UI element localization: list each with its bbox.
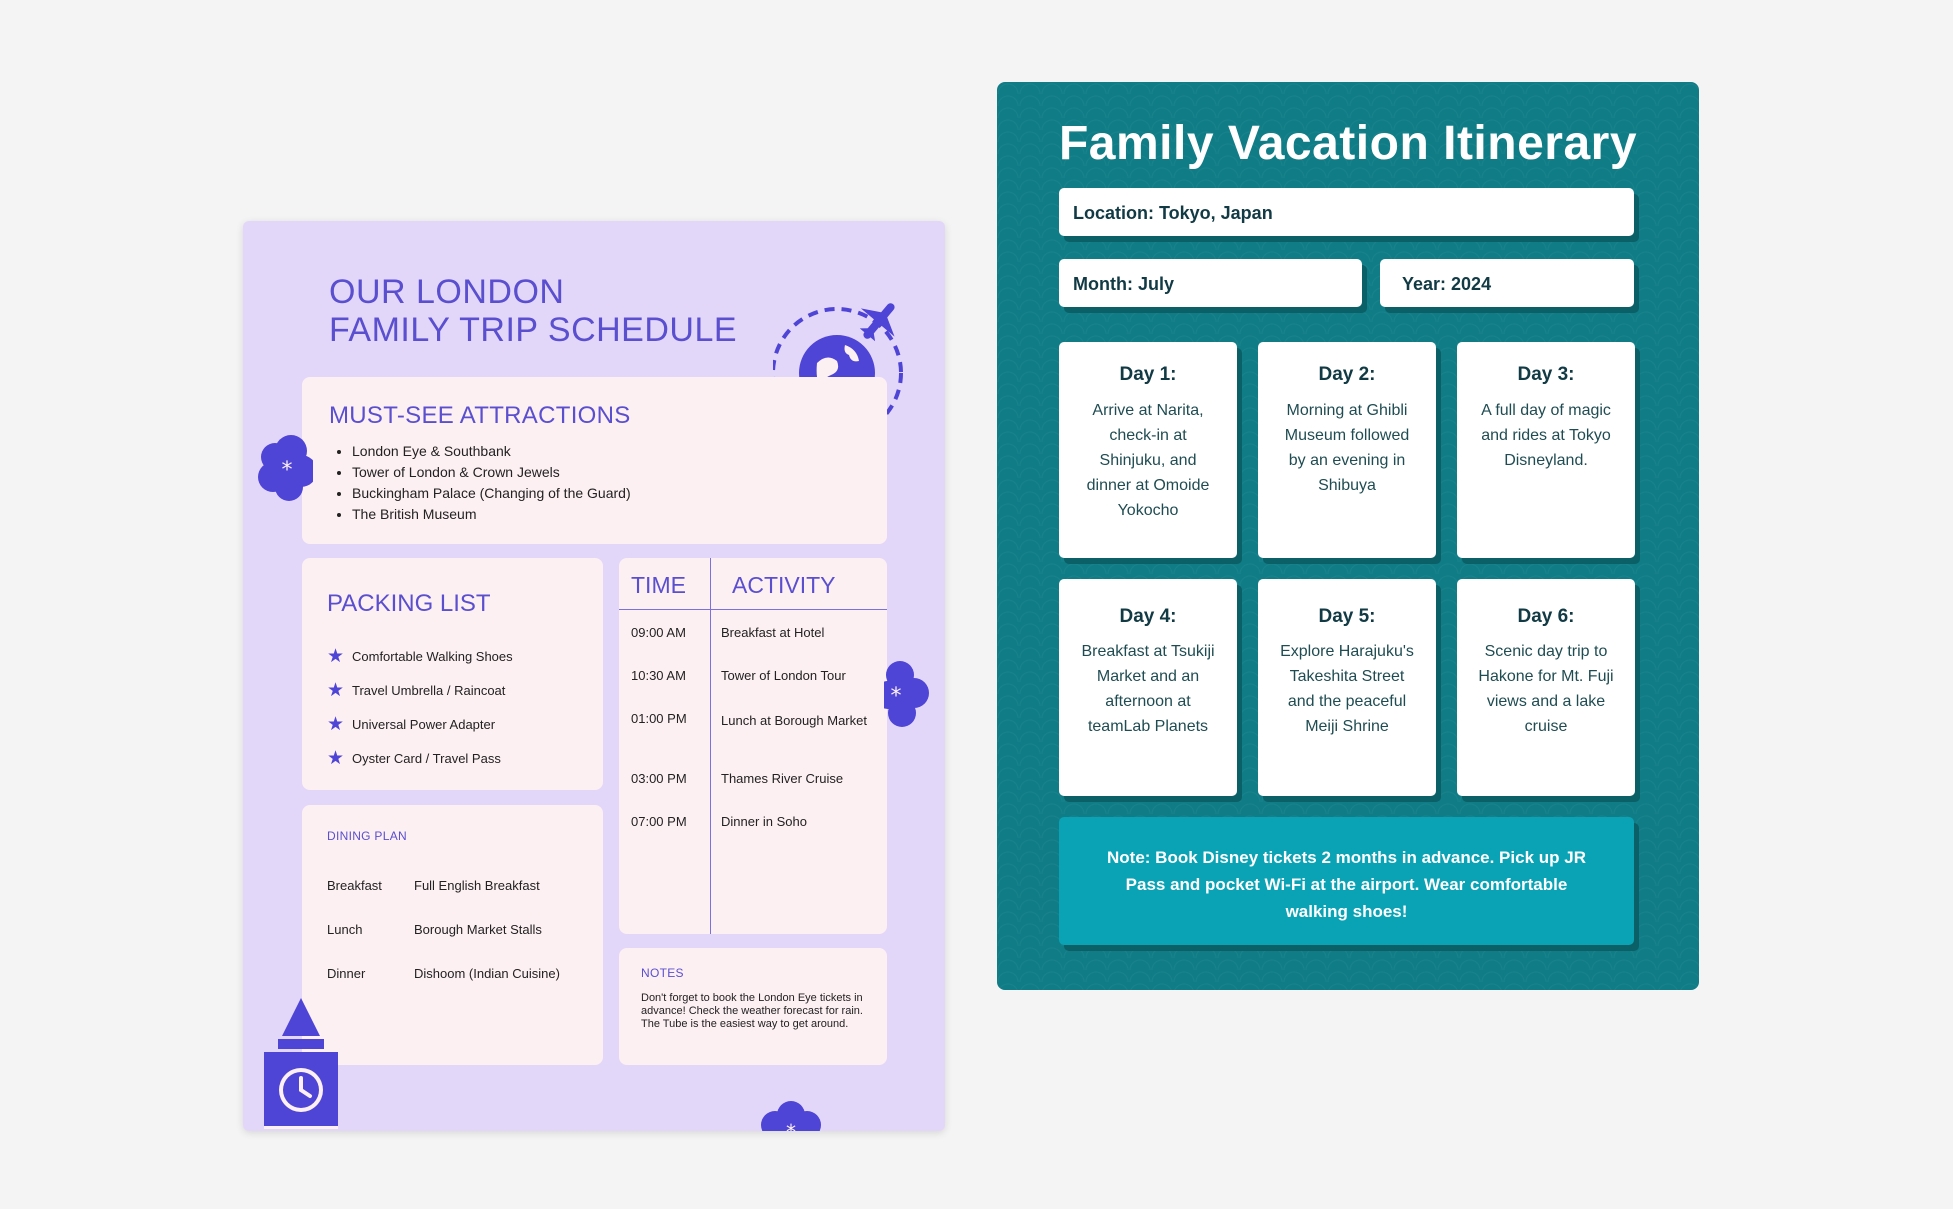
london-title [329, 273, 737, 349]
attraction-item: • London Eye & Southbank [352, 441, 631, 462]
tokyo-itinerary-card[interactable] [997, 82, 1699, 990]
day-card [1059, 342, 1237, 558]
dining-plan-panel [302, 805, 603, 1065]
dining-heading: DINING PLAN [327, 829, 407, 843]
flower-icon [759, 1099, 823, 1131]
schedule-time: 09:00 AM [631, 625, 686, 640]
schedule-time: 01:00 PM [631, 711, 687, 726]
packing-item [327, 645, 513, 668]
table-divider [619, 609, 887, 610]
svg-text:*: * [281, 458, 293, 483]
time-header: TIME [631, 572, 686, 598]
notes-panel [619, 948, 887, 1065]
day-card [1059, 579, 1237, 796]
svg-text:*: * [786, 1120, 796, 1133]
flower-icon [884, 661, 930, 727]
schedule-activity: Tower of London Tour [721, 668, 846, 683]
attractions-heading: MUST-SEE ATTRACTIONS [329, 402, 631, 429]
schedule-time: 03:00 PM [631, 771, 687, 786]
day-text: A full day of magic and rides at Tokyo Disneyland. [1481, 402, 1611, 469]
dining-meal: Breakfast [327, 878, 382, 893]
svg-text:*: * [890, 684, 902, 709]
packing-item-label: Universal Power Adapter [352, 717, 496, 732]
schedule-activity: Thames River Cruise [721, 771, 844, 786]
itinerary-note-text: Note: Book Disney tickets 2 months in advance. Pick up JR Pass and pocket Wi-Fi at the airport. Wear comfortable walking shoes! [1107, 848, 1586, 921]
itinerary-note [1059, 817, 1634, 945]
year-label: Year: 2024 [1402, 274, 1492, 294]
packing-item-label: Comfortable Walking Shoes [352, 649, 513, 664]
star-icon: ★ [327, 714, 345, 735]
dining-place: Borough Market Stalls [414, 922, 542, 937]
packing-item [327, 747, 501, 770]
day-title: Day 2: [1318, 364, 1376, 385]
itinerary-title: Family Vacation Itinerary [1058, 117, 1638, 170]
schedule-activity: Lunch at Borough Market [721, 713, 867, 728]
big-ben-icon [262, 998, 340, 1131]
dining-meal: Lunch [327, 922, 363, 937]
day-title: Day 5: [1318, 606, 1376, 627]
schedule-time: 07:00 PM [631, 814, 687, 829]
table-divider [710, 558, 711, 934]
day-title: Day 4: [1119, 606, 1177, 627]
london-title-line1: OUR LONDON [329, 273, 565, 311]
day-card [1457, 342, 1635, 558]
day-text: Arrive at Narita, check-in at Shinjuku, and dinner at Omoide Yokocho [1086, 402, 1210, 519]
attractions-panel [302, 377, 887, 544]
day-text: Scenic day trip to Hakone for Mt. Fuji views and a lake cruise [1478, 643, 1614, 735]
schedule-activity: Breakfast at Hotel [721, 625, 825, 640]
location-box [1059, 188, 1634, 236]
day-text: Explore Harajuku's Takeshita Street and the peaceful Meiji Shrine [1280, 643, 1414, 735]
packing-heading: PACKING LIST [327, 590, 491, 617]
dining-row [327, 922, 542, 937]
attractions-list [328, 441, 631, 525]
packing-list-panel [302, 558, 603, 790]
star-icon: ★ [327, 646, 345, 667]
packing-item [327, 713, 495, 736]
day-title: Day 1: [1119, 364, 1177, 385]
month-box [1059, 259, 1362, 307]
star-icon: ★ [327, 680, 345, 701]
attraction-item: • The British Museum [352, 504, 631, 525]
schedule-table [619, 558, 887, 934]
london-title-line2: FAMILY TRIP SCHEDULE [329, 311, 738, 349]
dining-meal: Dinner [327, 966, 366, 981]
schedule-time: 10:30 AM [631, 668, 686, 683]
day-text: Morning at Ghibli Museum followed by an evening in Shibuya [1284, 402, 1410, 494]
london-schedule-card[interactable] [243, 221, 945, 1131]
month-label: Month: July [1073, 274, 1174, 294]
day-title: Day 6: [1517, 606, 1575, 627]
flower-icon [257, 433, 313, 501]
activity-header: ACTIVITY [732, 572, 836, 598]
year-box [1380, 259, 1634, 307]
day-card [1258, 579, 1436, 796]
star-icon: ★ [327, 748, 345, 769]
day-title: Day 3: [1517, 364, 1575, 385]
day-card [1457, 579, 1635, 796]
dining-place: Full English Breakfast [414, 878, 540, 893]
packing-item-label: Oyster Card / Travel Pass [352, 751, 501, 766]
dining-row [327, 878, 540, 893]
day-text: Breakfast at Tsukiji Market and an afternoon at teamLab Planets [1081, 643, 1215, 735]
attraction-item: • Tower of London & Crown Jewels [352, 462, 631, 483]
dining-row [327, 966, 560, 981]
notes-heading: NOTES [641, 966, 684, 980]
attraction-item: • Buckingham Palace (Changing of the Guard) [352, 483, 631, 504]
location-label: Location: Tokyo, Japan [1073, 203, 1273, 223]
notes-text: Don't forget to book the London Eye tickets in advance! Check the weather forecast for rain. The Tube is the easiest way to get around. [641, 992, 863, 1030]
schedule-activity: Dinner in Soho [721, 814, 807, 829]
packing-item-label: Travel Umbrella / Raincoat [352, 683, 506, 698]
day-card [1258, 342, 1436, 558]
dining-place: Dishoom (Indian Cuisine) [414, 966, 560, 981]
packing-item [327, 679, 505, 702]
